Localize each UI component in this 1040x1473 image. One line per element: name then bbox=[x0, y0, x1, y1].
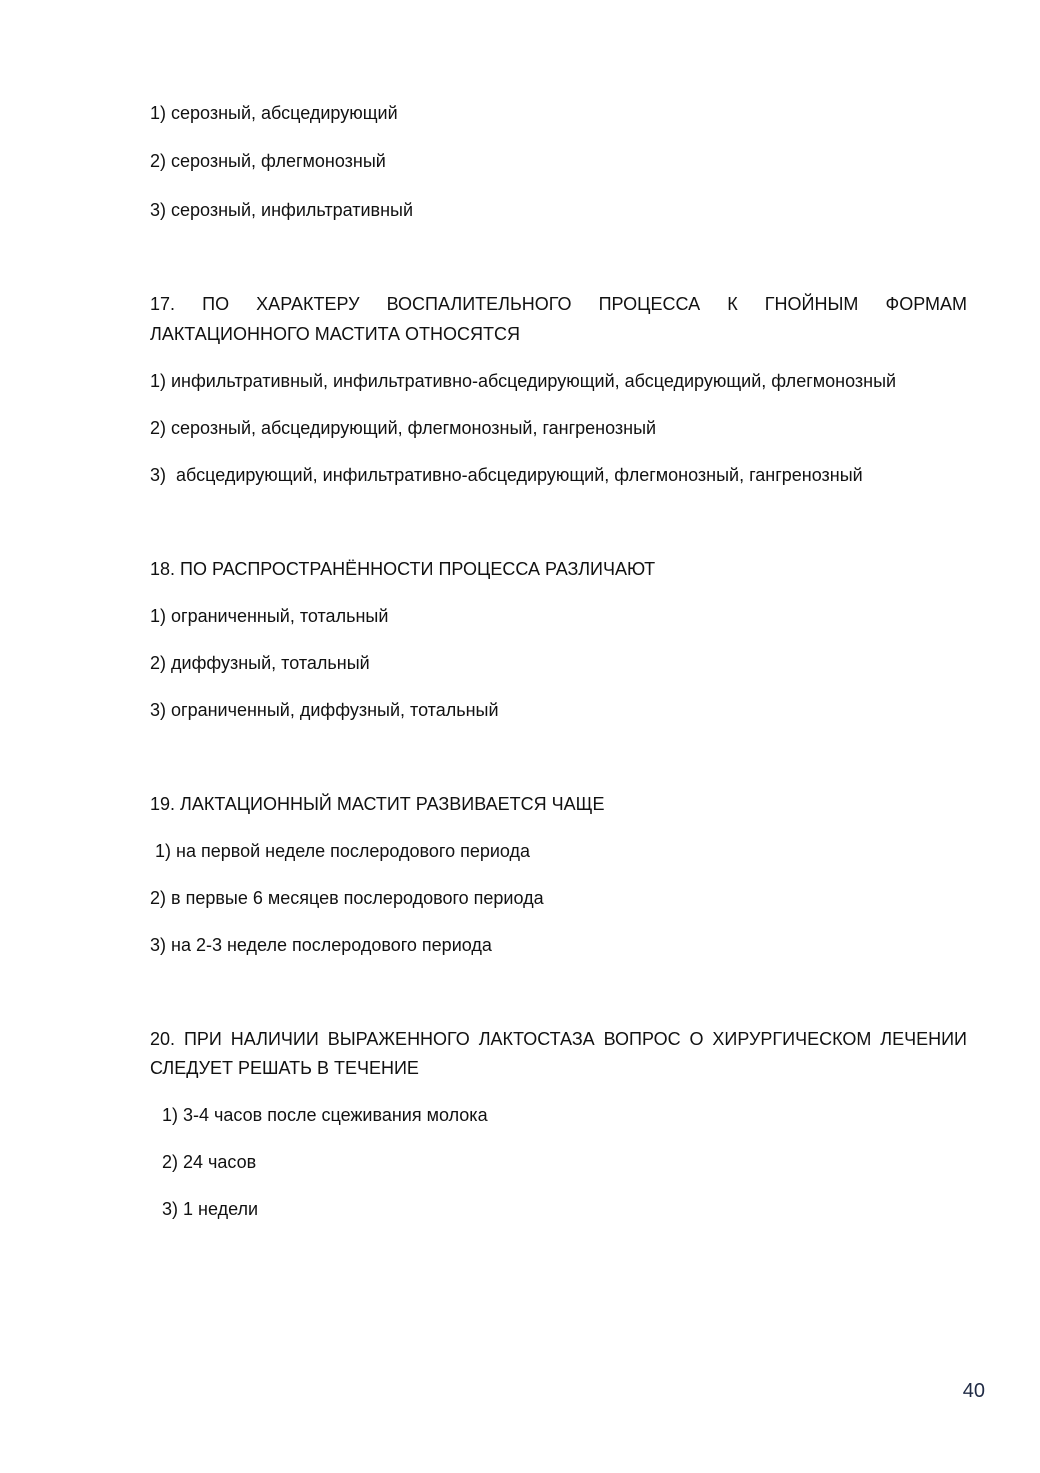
question-18-text: 18. ПО РАСПРОСТРАНЁННОСТИ ПРОЦЕССА РАЗЛИЧАЮТ bbox=[150, 559, 656, 579]
answer-option: 1) на первой неделе послеродового периода bbox=[150, 841, 531, 861]
answer-option: 1) серозный, абсцедирующий bbox=[150, 103, 398, 123]
answer-option: 2) 24 часов bbox=[162, 1152, 257, 1172]
answer-option: 2) серозный, флегмонозный bbox=[150, 151, 386, 171]
question-17-text: 17. ПО ХАРАКТЕРУ ВОСПАЛИТЕЛЬНОГО ПРОЦЕССА К ГНОЙНЫМ ФОРМАМ bbox=[150, 294, 967, 314]
answer-option: 3) серозный, инфильтративный bbox=[150, 200, 414, 220]
question-19-text: 19. ЛАКТАЦИОННЫЙ МАСТИТ РАЗВИВАЕТСЯ ЧАЩЕ bbox=[150, 794, 605, 814]
answer-option: 3) ограниченный, диффузный, тотальный bbox=[150, 700, 499, 720]
answer-option: 2) серозный, абсцедирующий, флегмонозный, гангренозный bbox=[150, 418, 657, 438]
answer-option: 3) абсцедирующий, инфильтративно-абсцедирующий, флегмонозный, гангренозный bbox=[150, 465, 863, 485]
question-17-text-cont: ЛАКТАЦИОННОГО МАСТИТА ОТНОСЯТСЯ bbox=[150, 324, 521, 344]
answer-option: 2) диффузный, тотальный bbox=[150, 653, 370, 673]
question-20-text-cont: СЛЕДУЕТ РЕШАТЬ В ТЕЧЕНИЕ bbox=[150, 1058, 419, 1078]
answer-option: 1) 3-4 часов после сцеживания молока bbox=[162, 1105, 488, 1125]
answer-option: 1) инфильтративный, инфильтративно-абсцедирующий, абсцедирующий, флегмонозный bbox=[150, 371, 897, 391]
answer-option: 2) в первые 6 месяцев послеродового периода bbox=[150, 888, 544, 908]
answer-option: 1) ограниченный, тотальный bbox=[150, 606, 389, 626]
question-20-text: 20. ПРИ НАЛИЧИИ ВЫРАЖЕННОГО ЛАКТОСТАЗА ВОПРОС О ХИРУРГИЧЕСКОМ ЛЕЧЕНИИ bbox=[150, 1029, 967, 1049]
answer-option: 3) 1 недели bbox=[162, 1199, 259, 1219]
page-number: 40 bbox=[962, 1380, 985, 1402]
answer-option: 3) на 2-3 неделе послеродового периода bbox=[150, 935, 492, 955]
